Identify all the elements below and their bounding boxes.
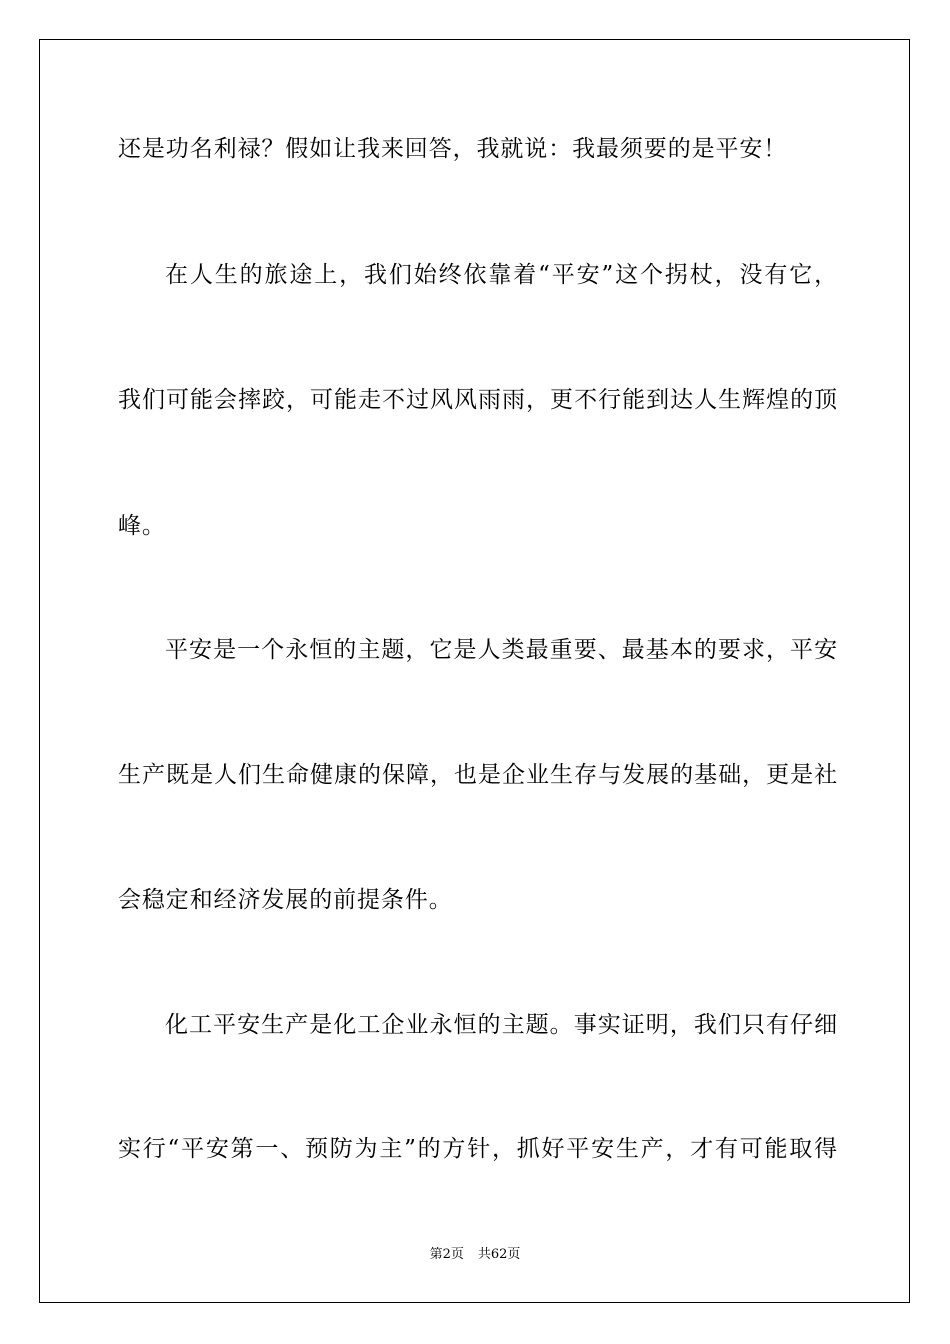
text-line: 还是功名利禄？假如让我来回答，我就说：我最须要的是平安！ xyxy=(118,136,788,162)
text-line: 会稳定和经济发展的前提条件。 xyxy=(118,887,453,913)
text-line: 实行“平安第一、预防为主”的方针，抓好平安生产，才有可能取得 xyxy=(118,1136,838,1162)
page-border xyxy=(39,39,910,1303)
paragraph-first-line: 化工平安生产是化工企业永恒的主题。事实证明，我们只有仔细 xyxy=(165,1012,838,1038)
paragraph-first-line: 在人生的旅途上，我们始终依靠着“平安”这个拐杖，没有它， xyxy=(165,262,838,288)
text-line: 我们可能会摔跤，可能走不过风风雨雨，更不行能到达人生辉煌的顶 xyxy=(118,387,838,413)
paragraph-first-line: 平安是一个永恒的主题，它是人类最重要、最基本的要求，平安 xyxy=(165,637,838,663)
page-total: 共62页 xyxy=(477,1247,521,1262)
page-number: 第2页 xyxy=(429,1247,464,1262)
text-line: 峰。 xyxy=(118,513,166,539)
text-line: 生产既是人们生命健康的保障，也是企业生存与发展的基础，更是社 xyxy=(118,762,838,788)
page-footer xyxy=(0,1247,950,1263)
